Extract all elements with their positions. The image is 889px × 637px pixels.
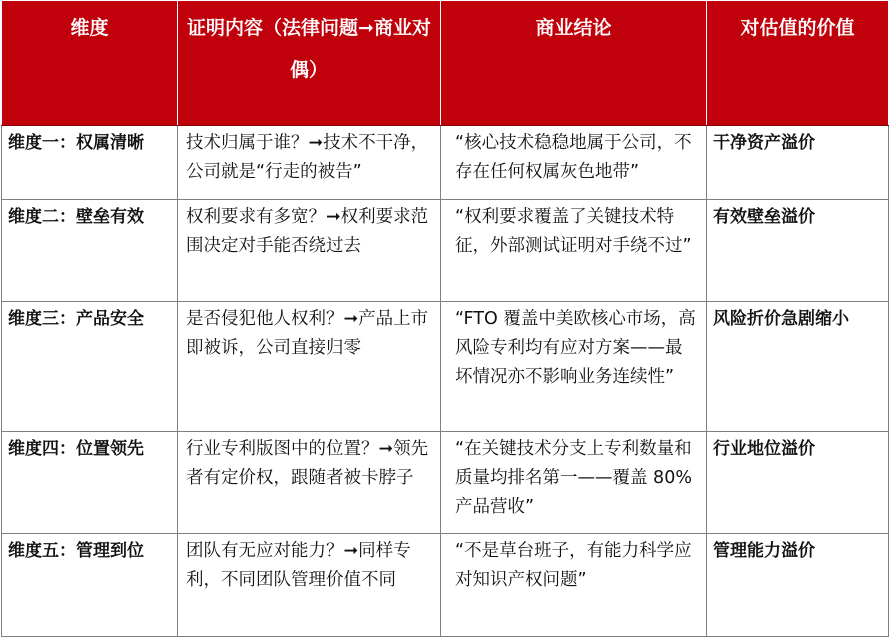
conclusion-cell: “FTO 覆盖中美欧核心市场，高风险专利均有应对方案——最坏情况亦不影响业务连续性” [441, 302, 707, 432]
valuation-dimensions-table [1, 0, 889, 637]
table-row [2, 432, 889, 534]
conclusion-cell: “权利要求覆盖了关键技术特征，外部测试证明对手绕不过” [441, 200, 707, 302]
value-cell: 有效壁垒溢价 [707, 200, 889, 302]
header-row [2, 1, 889, 126]
value-cell: 管理能力溢价 [707, 534, 889, 637]
dimension-cell: 维度三：产品安全 [2, 302, 178, 432]
proof-cell: 行业专利版图中的位置？➞领先者有定价权，跟随者被卡脖子 [178, 432, 441, 534]
conclusion-cell: “在关键技术分支上专利数量和质量均排名第一——覆盖 80%产品营收” [441, 432, 707, 534]
dimension-cell: 维度二：壁垒有效 [2, 200, 178, 302]
value-cell: 行业地位溢价 [707, 432, 889, 534]
dimension-cell: 维度四：位置领先 [2, 432, 178, 534]
header-proof: 证明内容（法律问题➞商业对偶） [178, 1, 441, 126]
table-row [2, 126, 889, 200]
dimension-cell: 维度五：管理到位 [2, 534, 178, 637]
table-row [2, 200, 889, 302]
table-body [2, 126, 889, 637]
table-header [2, 1, 889, 126]
proof-cell: 是否侵犯他人权利？➞产品上市即被诉，公司直接归零 [178, 302, 441, 432]
dimension-cell: 维度一：权属清晰 [2, 126, 178, 200]
table-row [2, 534, 889, 637]
conclusion-cell: “不是草台班子，有能力科学应对知识产权问题” [441, 534, 707, 637]
table-row [2, 302, 889, 432]
value-cell: 干净资产溢价 [707, 126, 889, 200]
proof-cell: 团队有无应对能力？➞同样专利，不同团队管理价值不同 [178, 534, 441, 637]
header-dimension: 维度 [2, 1, 178, 126]
header-conclusion: 商业结论 [441, 1, 707, 126]
proof-cell: 技术归属于谁？➞技术不干净，公司就是“行走的被告” [178, 126, 441, 200]
conclusion-cell: “核心技术稳稳地属于公司，不存在任何权属灰色地带” [441, 126, 707, 200]
value-cell: 风险折价急剧缩小 [707, 302, 889, 432]
proof-cell: 权利要求有多宽？➞权利要求范围决定对手能否绕过去 [178, 200, 441, 302]
header-value: 对估值的价值 [707, 1, 889, 126]
